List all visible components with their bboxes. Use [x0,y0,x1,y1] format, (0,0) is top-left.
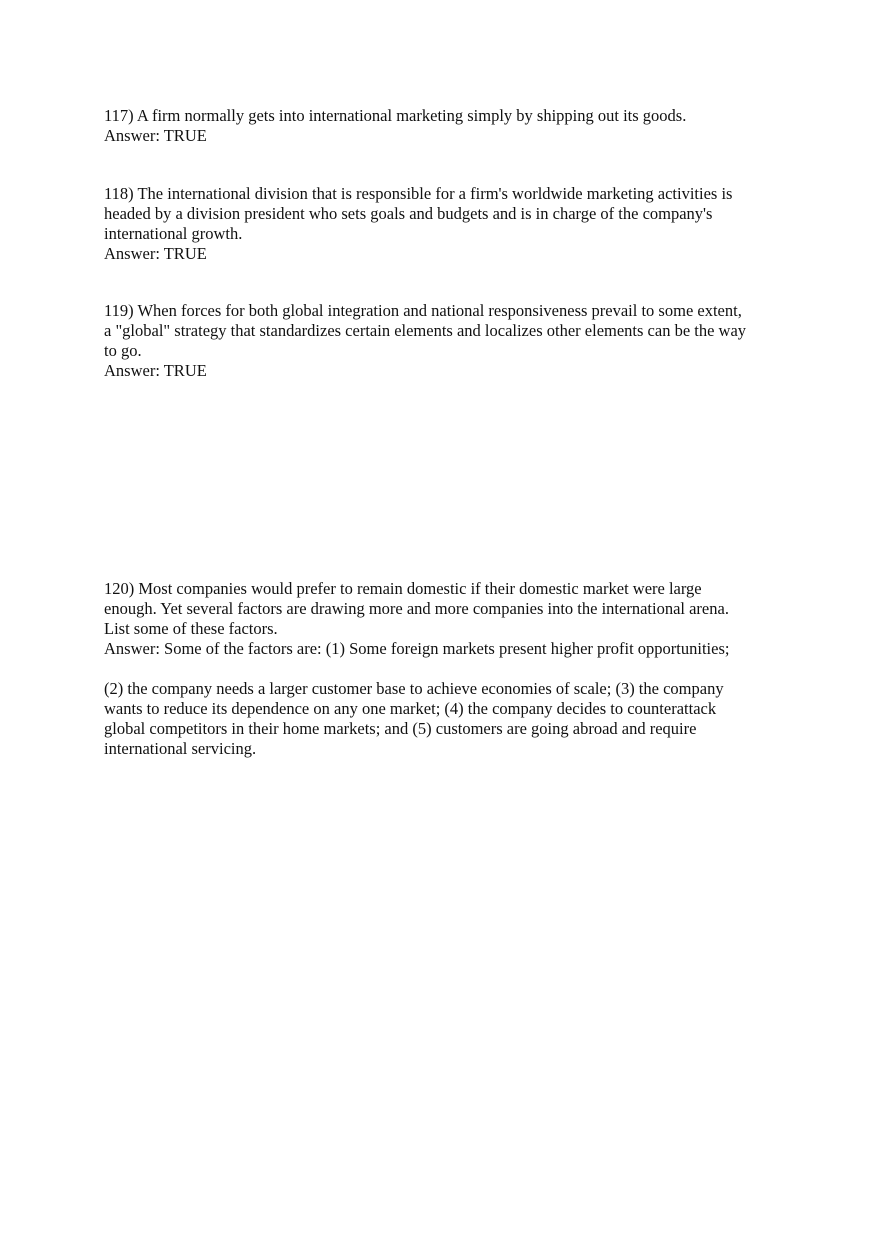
answer-text-line: wants to reduce its dependence on any one market; (4) the company decides to counterattack [104,699,717,718]
answer-text: Answer: Some of the factors are: (1) Some foreign markets present higher profit opportunities; [104,639,730,658]
answer-text-line: (2) the company needs a larger customer base to achieve economies of scale; (3) the company [104,679,724,698]
question-119 [104,301,794,381]
question-text-line: international growth. [104,224,243,243]
answer-text: Answer: TRUE [104,244,207,263]
answer-text: Answer: TRUE [104,126,207,145]
question-text-line: 119) When forces for both global integration and national responsiveness prevail to some extent, [104,301,742,320]
question-117 [104,106,794,146]
question-text-line: to go. [104,341,142,360]
answer-text: Answer: TRUE [104,361,207,380]
question-text-line: 120) Most companies would prefer to remain domestic if their domestic market were large [104,579,702,598]
question-text-line: List some of these factors. [104,619,278,638]
question-text-line: 118) The international division that is responsible for a firm's worldwide marketing activities is [104,184,733,203]
question-120 [104,579,794,659]
answer-120-continuation [104,679,794,759]
answer-text-line: global competitors in their home markets; and (5) customers are going abroad and require [104,719,697,738]
question-118 [104,184,794,264]
answer-text-line: international servicing. [104,739,257,758]
question-text-line: enough. Yet several factors are drawing more and more companies into the international arena. [104,599,729,618]
question-text-line: 117) A firm normally gets into international marketing simply by shipping out its goods. [104,106,687,125]
question-text-line: a "global" strategy that standardizes certain elements and localizes other elements can be the way [104,321,747,340]
question-text-line: headed by a division president who sets goals and budgets and is in charge of the company's [104,204,713,223]
